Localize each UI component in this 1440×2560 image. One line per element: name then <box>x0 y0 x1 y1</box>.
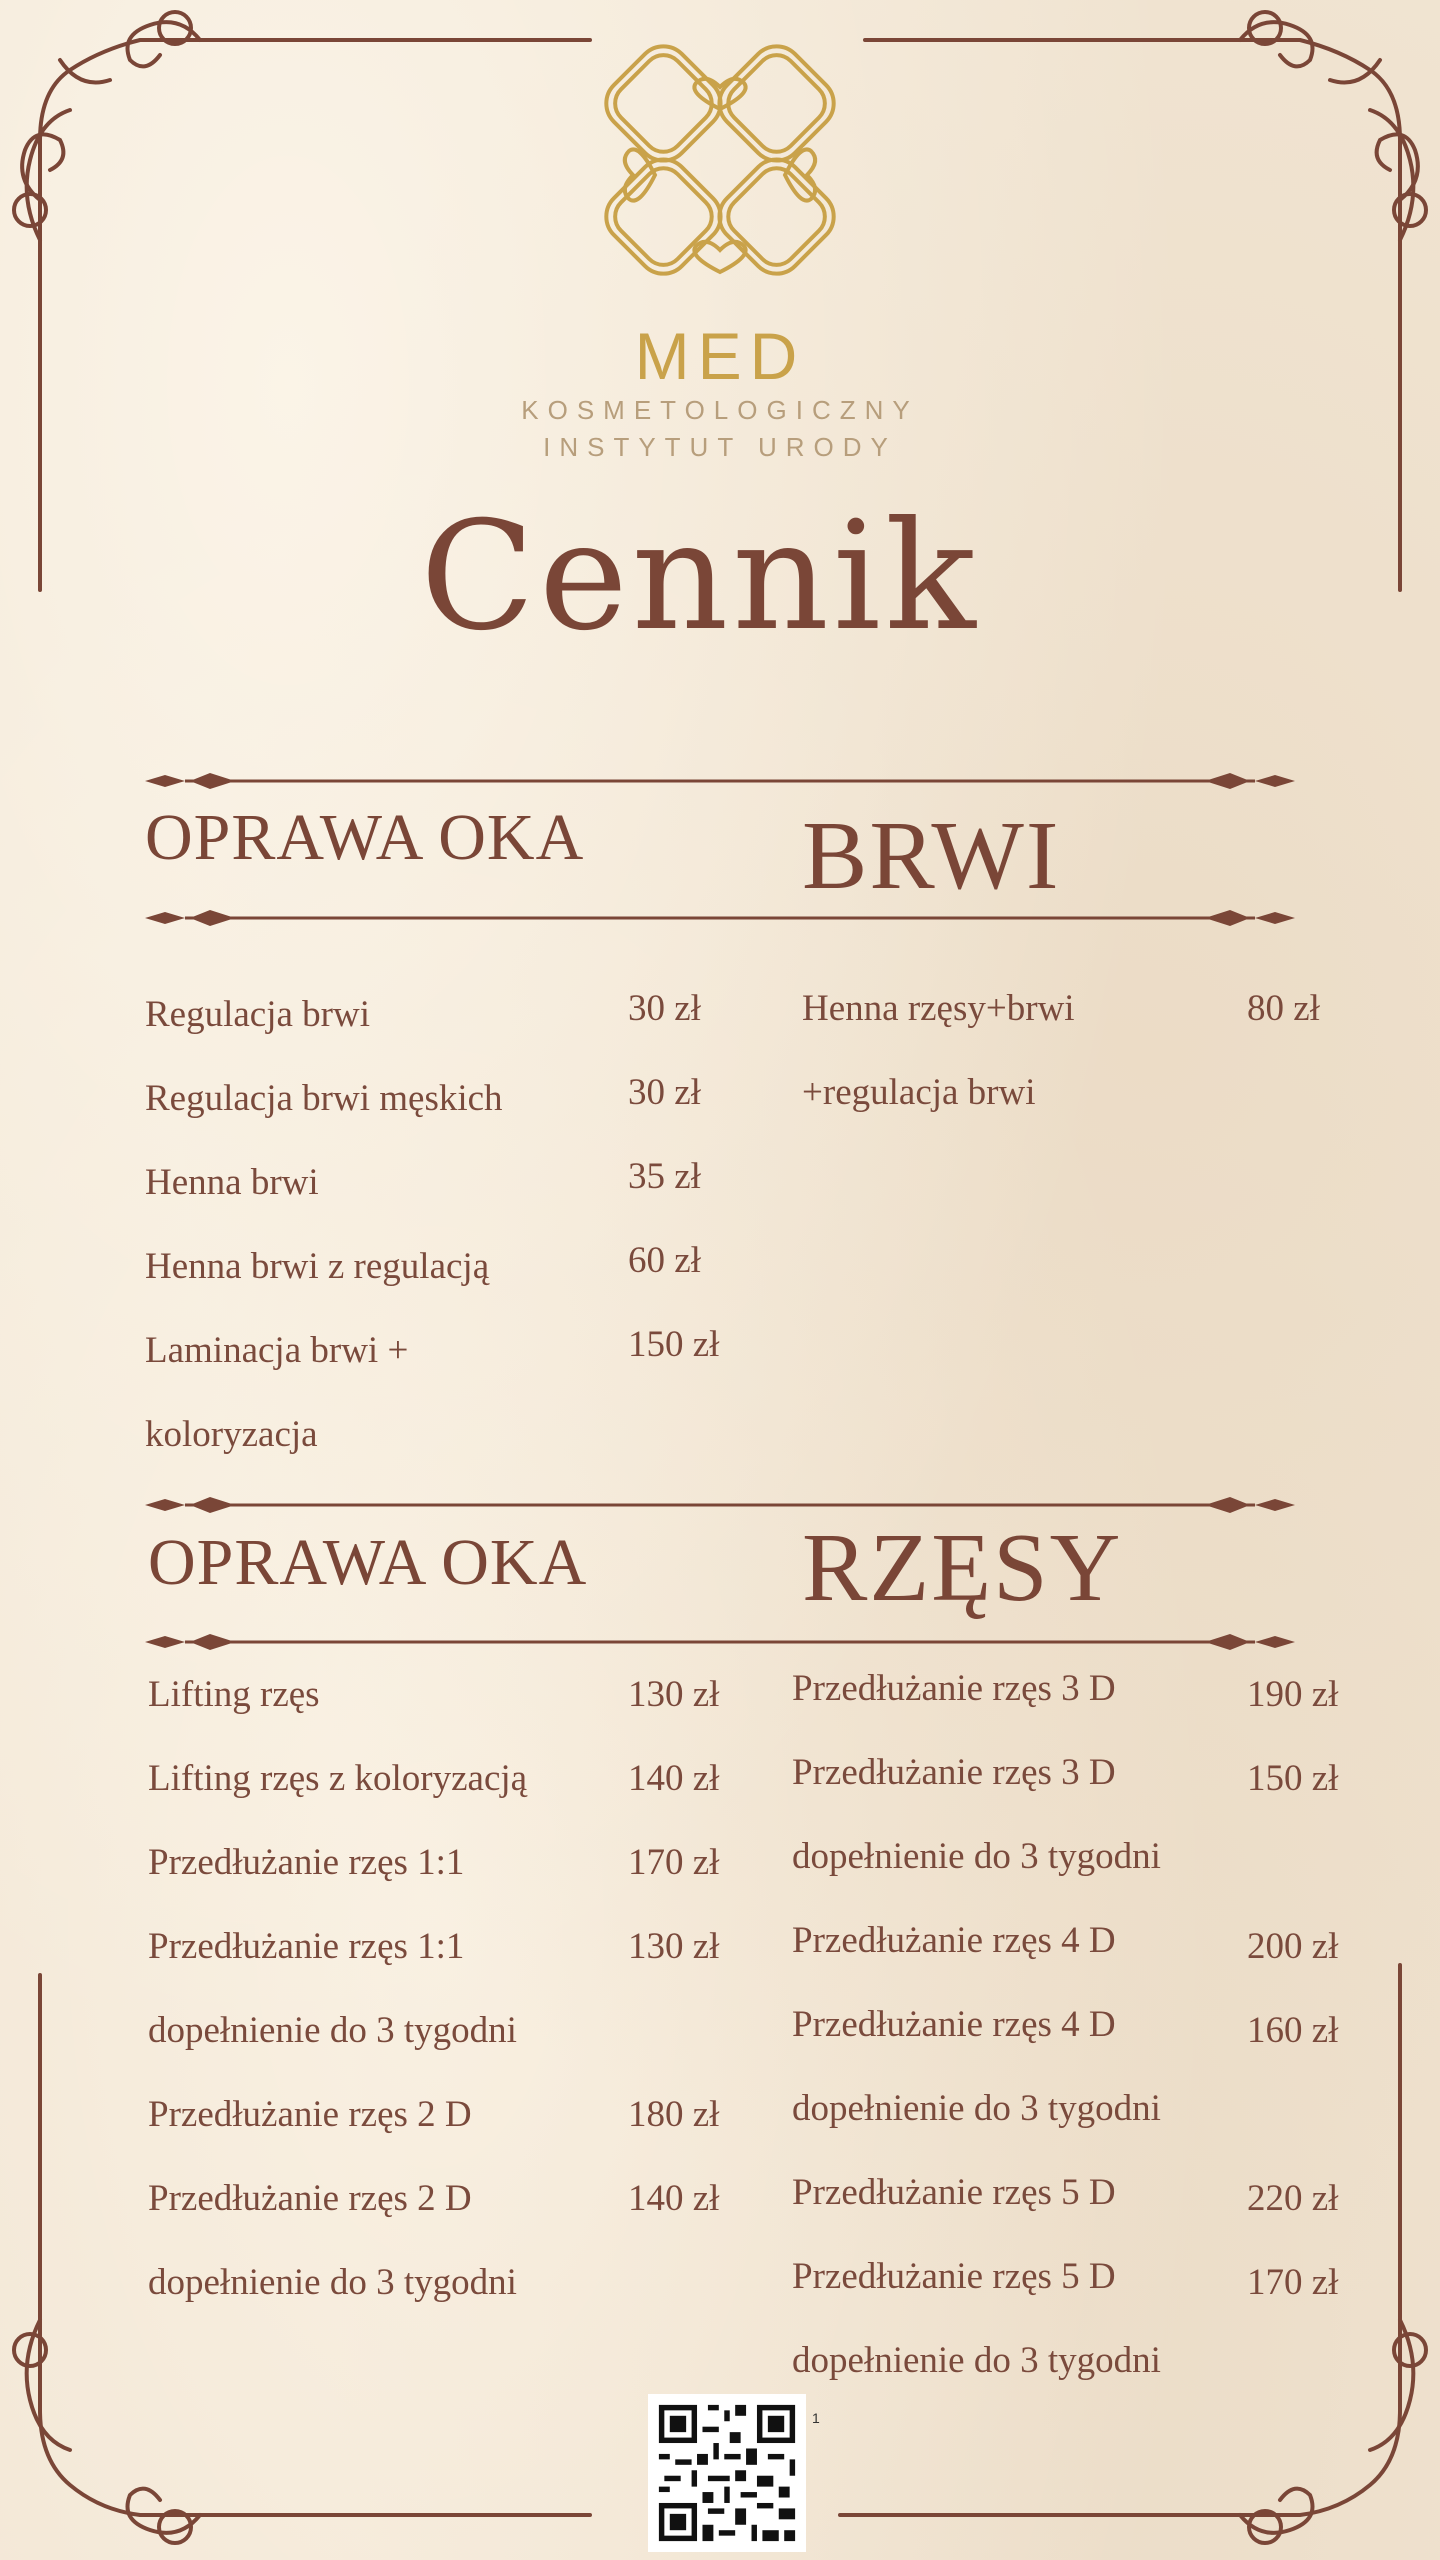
page-number: 1 <box>812 2410 820 2426</box>
section-divider <box>145 769 1295 793</box>
rzesy-heading-b: RZĘSY <box>802 1514 1123 1622</box>
qr-code-icon <box>648 2394 806 2552</box>
brwi-heading-a: OPRAWA OKA <box>145 801 585 874</box>
section-divider <box>145 1493 1295 1517</box>
med-logo-icon <box>585 25 855 295</box>
brwi-heading-b: BRWI <box>802 802 1061 910</box>
section-divider <box>145 1630 1295 1654</box>
qr-code[interactable] <box>648 2394 806 2552</box>
brand-line-1: KOSMETOLOGICZNY <box>521 395 919 425</box>
page-title: Cennik <box>420 490 980 664</box>
brand-name: MED <box>634 319 806 393</box>
section-divider <box>145 906 1295 930</box>
rzesy-heading-a: OPRAWA OKA <box>148 1526 588 1599</box>
brand-line-2: INSTYTUT URODY <box>543 432 897 462</box>
